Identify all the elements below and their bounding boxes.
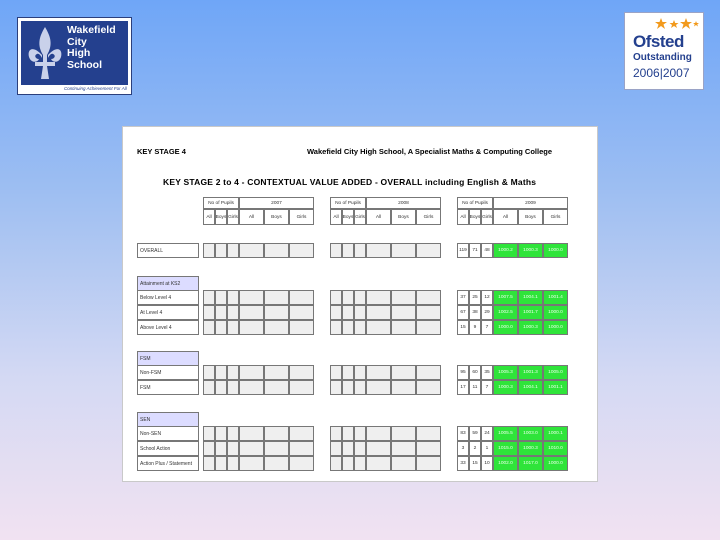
ofsted-logo xyxy=(624,12,704,90)
year-header: 2008 xyxy=(366,197,441,209)
empty-cell xyxy=(391,426,416,441)
cva-value-cell: 1007.5 xyxy=(493,290,518,305)
row-label: Above Level 4 xyxy=(137,320,199,335)
pupil-count-cell: 12 xyxy=(481,290,493,305)
empty-cell xyxy=(391,320,416,335)
cva-value-cell: 1001.1 xyxy=(543,380,568,395)
cva-value-cell: 1000.0 xyxy=(543,320,568,335)
cva-subheader: Boys xyxy=(518,209,543,225)
pupil-count-cell: 67 xyxy=(457,305,469,320)
cva-value-cell: 1002.5 xyxy=(493,305,518,320)
empty-cell xyxy=(330,305,342,320)
empty-cell xyxy=(354,320,366,335)
cva-subheader: Girls xyxy=(416,209,441,225)
empty-cell xyxy=(416,290,441,305)
school-logo-panel xyxy=(21,21,128,85)
empty-cell xyxy=(215,441,227,456)
empty-cell xyxy=(416,441,441,456)
pupil-count-cell: 38 xyxy=(469,305,481,320)
empty-cell xyxy=(330,320,342,335)
empty-cell xyxy=(215,365,227,380)
cva-value-cell: 1004.1 xyxy=(518,290,543,305)
row-label: Below Level 4 xyxy=(137,290,199,305)
cva-value-cell: 1000.3 xyxy=(518,320,543,335)
row-label: FSM xyxy=(137,380,199,395)
empty-cell xyxy=(354,426,366,441)
empty-cell xyxy=(289,426,314,441)
cva-subheader: Girls xyxy=(543,209,568,225)
pupil-count-cell: 2 xyxy=(469,441,481,456)
row-label: At Level 4 xyxy=(137,305,199,320)
empty-cell xyxy=(289,290,314,305)
empty-cell xyxy=(227,380,239,395)
empty-cell xyxy=(416,320,441,335)
cva-value-cell: 1000.0 xyxy=(543,243,568,258)
pupils-subheader: Boys xyxy=(215,209,227,225)
group-header: FSM xyxy=(137,351,199,366)
empty-cell xyxy=(342,290,354,305)
empty-cell xyxy=(289,380,314,395)
empty-cell xyxy=(227,456,239,471)
empty-cell xyxy=(239,305,264,320)
pupils-subheader: Boys xyxy=(342,209,354,225)
empty-cell xyxy=(342,441,354,456)
year-header: 2007 xyxy=(239,197,314,209)
empty-cell xyxy=(203,380,215,395)
pupils-subheader: Girls xyxy=(481,209,493,225)
year-header: 2009 xyxy=(493,197,568,209)
empty-cell xyxy=(342,365,354,380)
pupil-count-cell: 48 xyxy=(481,243,493,258)
empty-cell xyxy=(354,441,366,456)
cva-value-cell: 1000.1 xyxy=(543,426,568,441)
empty-cell xyxy=(416,243,441,258)
empty-cell xyxy=(215,243,227,258)
pupils-header: No of Pupils xyxy=(457,197,493,209)
cva-value-cell: 1010.0 xyxy=(543,441,568,456)
cva-subheader: All xyxy=(493,209,518,225)
cva-value-cell: 1005.3 xyxy=(493,365,518,380)
empty-cell xyxy=(227,365,239,380)
empty-cell xyxy=(264,320,289,335)
empty-cell xyxy=(239,380,264,395)
empty-cell xyxy=(203,441,215,456)
cva-value-cell: 1000.0 xyxy=(543,456,568,471)
key-stage-heading: KEY STAGE 4 xyxy=(137,147,186,156)
cva-value-cell: 1001.7 xyxy=(518,305,543,320)
empty-cell xyxy=(354,243,366,258)
cva-value-cell: 1004.1 xyxy=(518,380,543,395)
empty-cell xyxy=(391,441,416,456)
empty-cell xyxy=(227,305,239,320)
cva-value-cell: 1015.0 xyxy=(493,441,518,456)
ofsted-brand: Ofsted xyxy=(633,32,684,51)
empty-cell xyxy=(366,380,391,395)
empty-cell xyxy=(203,305,215,320)
cva-value-cell: 1000.3 xyxy=(518,441,543,456)
row-label: OVERALL xyxy=(137,243,199,258)
pupil-count-cell: 3 xyxy=(457,441,469,456)
empty-cell xyxy=(330,456,342,471)
cva-value-cell: 1000.3 xyxy=(518,243,543,258)
empty-cell xyxy=(239,365,264,380)
empty-cell xyxy=(215,380,227,395)
pupil-count-cell: 17 xyxy=(457,380,469,395)
empty-cell xyxy=(215,426,227,441)
empty-cell xyxy=(391,305,416,320)
pupil-count-cell: 37 xyxy=(457,290,469,305)
empty-cell xyxy=(239,426,264,441)
empty-cell xyxy=(354,365,366,380)
cva-value-cell: 1000.0 xyxy=(493,320,518,335)
empty-cell xyxy=(391,290,416,305)
empty-cell xyxy=(366,441,391,456)
empty-cell xyxy=(289,365,314,380)
empty-cell xyxy=(342,380,354,395)
empty-cell xyxy=(264,305,289,320)
cva-value-cell: 1005.5 xyxy=(493,426,518,441)
empty-cell xyxy=(203,365,215,380)
empty-cell xyxy=(366,456,391,471)
empty-cell xyxy=(330,441,342,456)
empty-cell xyxy=(416,380,441,395)
empty-cell xyxy=(416,426,441,441)
empty-cell xyxy=(366,290,391,305)
cva-value-cell: 1001.3 xyxy=(518,365,543,380)
empty-cell xyxy=(330,426,342,441)
empty-cell xyxy=(366,320,391,335)
empty-cell xyxy=(239,243,264,258)
school-logo xyxy=(17,17,132,95)
empty-cell xyxy=(227,320,239,335)
school-line: Wakefield City High School, A Specialist Maths & Computing College xyxy=(307,147,553,156)
empty-cell xyxy=(391,380,416,395)
group-header: Attainment at KS2 xyxy=(137,276,199,291)
empty-cell xyxy=(239,290,264,305)
cva-value-cell: 1000.2 xyxy=(493,243,518,258)
empty-cell xyxy=(289,456,314,471)
empty-cell xyxy=(354,456,366,471)
pupil-count-cell: 119 xyxy=(457,243,469,258)
row-label: Non-SEN xyxy=(137,426,199,441)
empty-cell xyxy=(227,426,239,441)
empty-cell xyxy=(215,290,227,305)
stars-icon xyxy=(655,17,699,31)
empty-cell xyxy=(203,456,215,471)
cva-value-cell: 1000.3 xyxy=(493,380,518,395)
empty-cell xyxy=(330,290,342,305)
empty-cell xyxy=(264,441,289,456)
school-name: Wakefield City High School xyxy=(67,24,116,71)
pupils-subheader: Girls xyxy=(354,209,366,225)
empty-cell xyxy=(227,243,239,258)
pupils-subheader: All xyxy=(203,209,215,225)
cva-value-cell: 1003.0 xyxy=(518,426,543,441)
cva-subheader: Girls xyxy=(289,209,314,225)
cva-document xyxy=(122,126,598,482)
empty-cell xyxy=(391,456,416,471)
empty-cell xyxy=(264,365,289,380)
empty-cell xyxy=(227,441,239,456)
empty-cell xyxy=(342,320,354,335)
empty-cell xyxy=(366,426,391,441)
ofsted-years: 2006|2007 xyxy=(633,66,690,80)
empty-cell xyxy=(203,320,215,335)
cva-subheader: All xyxy=(239,209,264,225)
empty-cell xyxy=(264,426,289,441)
pupil-count-cell: 29 xyxy=(481,305,493,320)
empty-cell xyxy=(203,243,215,258)
pupil-count-cell: 1 xyxy=(481,441,493,456)
cva-value-cell: 1005.0 xyxy=(543,365,568,380)
empty-cell xyxy=(342,456,354,471)
empty-cell xyxy=(330,243,342,258)
pupil-count-cell: 10 xyxy=(481,456,493,471)
ofsted-rating: Outstanding xyxy=(633,52,692,63)
cva-subheader: All xyxy=(366,209,391,225)
row-label: Non-FSM xyxy=(137,365,199,380)
pupil-count-cell: 95 xyxy=(457,365,469,380)
row-label: Action Plus / Statement xyxy=(137,456,199,471)
empty-cell xyxy=(354,305,366,320)
pupil-count-cell: 15 xyxy=(457,320,469,335)
empty-cell xyxy=(239,441,264,456)
empty-cell xyxy=(366,243,391,258)
empty-cell xyxy=(330,365,342,380)
pupil-count-cell: 25 xyxy=(469,290,481,305)
empty-cell xyxy=(289,305,314,320)
group-header: SEN xyxy=(137,412,199,427)
pupil-count-cell: 15 xyxy=(469,456,481,471)
school-motto: Continuing Achievement For All xyxy=(64,86,127,91)
empty-cell xyxy=(330,380,342,395)
empty-cell xyxy=(264,380,289,395)
empty-cell xyxy=(203,426,215,441)
empty-cell xyxy=(289,320,314,335)
empty-cell xyxy=(227,290,239,305)
pupils-header: No of Pupils xyxy=(330,197,366,209)
empty-cell xyxy=(391,243,416,258)
empty-cell xyxy=(239,320,264,335)
pupil-count-cell: 59 xyxy=(469,426,481,441)
cva-value-cell: 1017.0 xyxy=(518,456,543,471)
empty-cell xyxy=(264,243,289,258)
empty-cell xyxy=(342,243,354,258)
empty-cell xyxy=(342,305,354,320)
pupils-subheader: Girls xyxy=(227,209,239,225)
empty-cell xyxy=(416,305,441,320)
empty-cell xyxy=(215,456,227,471)
empty-cell xyxy=(203,290,215,305)
pupils-header: No of Pupils xyxy=(203,197,239,209)
empty-cell xyxy=(264,290,289,305)
pupil-count-cell: 71 xyxy=(469,243,481,258)
pupils-subheader: Boys xyxy=(469,209,481,225)
empty-cell xyxy=(354,290,366,305)
cva-subheader: Boys xyxy=(391,209,416,225)
cva-subheader: Boys xyxy=(264,209,289,225)
empty-cell xyxy=(239,456,264,471)
pupil-count-cell: 7 xyxy=(481,320,493,335)
pupils-subheader: All xyxy=(457,209,469,225)
cva-value-cell: 1001.4 xyxy=(543,290,568,305)
pupil-count-cell: 24 xyxy=(481,426,493,441)
empty-cell xyxy=(416,365,441,380)
row-label: School Action xyxy=(137,441,199,456)
empty-cell xyxy=(416,456,441,471)
empty-cell xyxy=(215,305,227,320)
pupil-count-cell: 9 xyxy=(469,320,481,335)
empty-cell xyxy=(366,365,391,380)
fleur-de-lis-icon xyxy=(25,25,65,81)
pupil-count-cell: 60 xyxy=(469,365,481,380)
empty-cell xyxy=(215,320,227,335)
empty-cell xyxy=(366,305,391,320)
pupil-count-cell: 33 xyxy=(457,456,469,471)
cva-value-cell: 1000.0 xyxy=(543,305,568,320)
pupil-count-cell: 83 xyxy=(457,426,469,441)
pupil-count-cell: 7 xyxy=(481,380,493,395)
empty-cell xyxy=(391,365,416,380)
empty-cell xyxy=(289,441,314,456)
pupil-count-cell: 11 xyxy=(469,380,481,395)
empty-cell xyxy=(354,380,366,395)
pupils-subheader: All xyxy=(330,209,342,225)
empty-cell xyxy=(342,426,354,441)
document-title: KEY STAGE 2 to 4 - CONTEXTUAL VALUE ADDED - OVERALL including English & Maths xyxy=(163,177,537,187)
empty-cell xyxy=(264,456,289,471)
empty-cell xyxy=(289,243,314,258)
cva-value-cell: 1002.0 xyxy=(493,456,518,471)
pupil-count-cell: 35 xyxy=(481,365,493,380)
